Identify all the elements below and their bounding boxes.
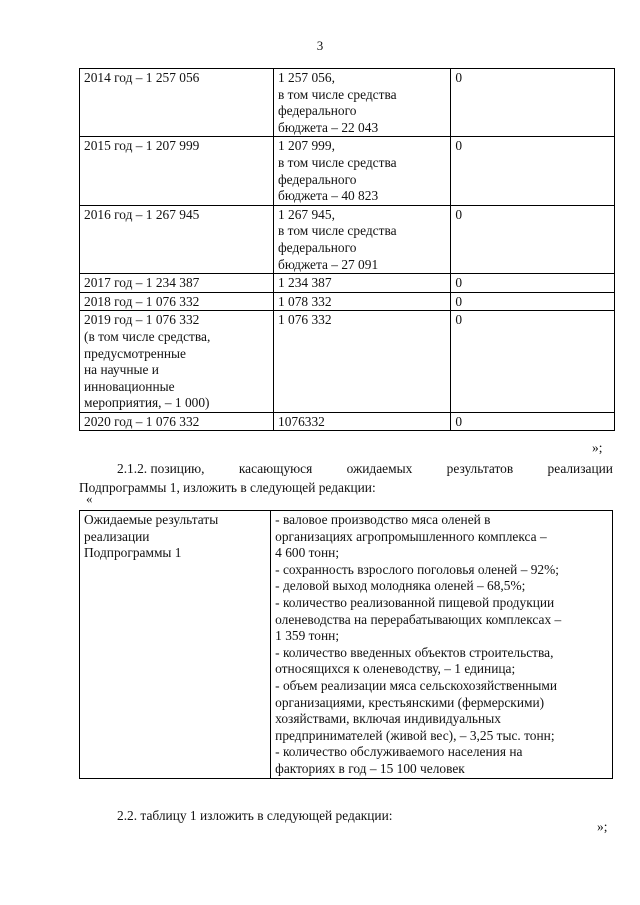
results-item-line: 4 600 тонн;	[275, 545, 340, 561]
paragraph-word: 2.1.2. позицию,	[117, 461, 205, 476]
funding-row	[80, 137, 615, 205]
amount-line: бюджета – 40 823	[278, 188, 379, 204]
amount-line: 1076332	[278, 413, 325, 429]
year-cell	[80, 137, 274, 205]
funding-row	[80, 311, 615, 413]
amount-line: федерального	[278, 103, 357, 119]
other-cell: 0	[451, 137, 615, 205]
paragraph-word: касающуюся	[238, 461, 313, 476]
results-item-line: - сохранность взрослого поголовья оленей – 92%;	[275, 561, 560, 577]
year-line: 2019 год – 1 076 332	[84, 312, 200, 328]
results-item-line: организациями, крестьянскими (фермерскими)	[275, 694, 545, 710]
year-line: 2014 год – 1 257 056	[84, 70, 200, 85]
results-item-line: факториях в год – 15 100 человек	[275, 760, 465, 776]
year-cell	[80, 69, 274, 137]
amount-line: 1 207 999,	[278, 138, 335, 154]
year-line: инновационные	[84, 378, 175, 394]
year-line: 2015 год – 1 207 999	[84, 138, 200, 154]
amount-line: 1 234 387	[278, 275, 332, 291]
results-item-line: - количество обслуживаемого населения на	[275, 744, 523, 760]
funding-row	[80, 412, 615, 431]
amount-cell	[274, 137, 451, 205]
amount-cell	[274, 69, 451, 137]
year-line: предусмотренные	[84, 345, 186, 361]
results-table	[79, 510, 613, 779]
results-items-cell	[271, 511, 613, 779]
results-item-line: 1 359 тонн;	[275, 628, 340, 644]
amount-cell	[274, 274, 451, 293]
paragraph-2-1-2-line2: Подпрограммы 1, изложить в следующей редакции:	[79, 480, 376, 495]
amount-cell	[274, 292, 451, 311]
results-item-line: - деловой выход молодняка оленей – 68,5%;	[275, 578, 526, 594]
paragraph-word: результатов	[446, 461, 514, 476]
amount-line: 1 076 332	[278, 312, 332, 328]
amount-line: бюджета – 22 043	[278, 119, 379, 135]
year-cell	[80, 274, 274, 293]
paragraph-2-1-2-line1	[79, 459, 613, 478]
amount-cell	[274, 205, 451, 273]
amount-line: 1 257 056,	[278, 70, 335, 85]
funding-row	[80, 205, 615, 273]
results-item-line: - валовое производство мяса оленей в	[275, 512, 491, 527]
amount-line: федерального	[278, 239, 357, 255]
paragraph-2-1-2	[79, 459, 613, 497]
results-label-line: Подпрограммы 1	[84, 545, 182, 561]
other-cell: 0	[451, 205, 615, 273]
funding-row	[80, 292, 615, 311]
year-line: 2018 год – 1 076 332	[84, 293, 200, 309]
year-line: (в том числе средства,	[84, 328, 211, 344]
amount-line: в том числе средства	[278, 154, 397, 170]
results-table-closing-quote: »;	[597, 819, 608, 834]
section-2-2-heading: 2.2. таблицу 1 изложить в следующей редакции:	[117, 808, 393, 823]
amount-line: в том числе средства	[278, 223, 397, 239]
amount-line: бюджета – 27 091	[278, 256, 379, 272]
results-row	[80, 511, 613, 779]
year-cell	[80, 292, 274, 311]
results-item-line: - количество реализованной пищевой продукции	[275, 594, 555, 610]
year-line: 2016 год – 1 267 945	[84, 206, 200, 222]
other-cell: 0	[451, 292, 615, 311]
amount-line: в том числе средства	[278, 86, 397, 102]
funding-row	[80, 274, 615, 293]
year-line: на научные и	[84, 362, 159, 378]
funding-row	[80, 69, 615, 137]
results-item-line: организациях агропромышленного комплекса –	[275, 528, 547, 544]
amount-line: 1 078 332	[278, 293, 332, 309]
year-line: 2017 год – 1 234 387	[84, 275, 200, 291]
funding-table	[79, 68, 615, 431]
results-label-line: реализации	[84, 528, 150, 544]
results-item-line: оленеводства на перерабатывающих комплексах –	[275, 611, 562, 627]
amount-cell	[274, 412, 451, 431]
funding-table-closing-quote: »;	[592, 440, 603, 455]
results-label-line: Ожидаемые результаты	[84, 512, 219, 527]
paragraph-word: ожидаемых	[346, 461, 413, 476]
amount-line: федерального	[278, 171, 357, 187]
results-label-cell	[80, 511, 271, 779]
other-cell: 0	[451, 274, 615, 293]
results-item-line: относящихся к оленеводству, – 1 единица;	[275, 661, 516, 677]
year-cell	[80, 412, 274, 431]
year-cell	[80, 205, 274, 273]
paragraph-word: реализации	[547, 461, 613, 476]
results-open-quote: «	[86, 491, 93, 506]
year-cell	[80, 311, 274, 413]
results-item-line: предпринимателей (живой вес), – 3,25 тыс. тонн;	[275, 727, 555, 743]
results-item-line: хозяйствами, включая индивидуальных	[275, 711, 501, 727]
results-item-line: - количество введенных объектов строительства,	[275, 644, 554, 660]
amount-cell	[274, 311, 451, 413]
year-line: мероприятия, – 1 000)	[84, 395, 210, 411]
page-number: 3	[316, 38, 324, 53]
results-item-line: - объем реализации мяса сельскохозяйственными	[275, 677, 558, 693]
other-cell: 0	[451, 69, 615, 137]
year-line: 2020 год – 1 076 332	[84, 413, 200, 429]
other-cell: 0	[451, 311, 615, 413]
other-cell: 0	[451, 412, 615, 431]
amount-line: 1 267 945,	[278, 206, 335, 222]
